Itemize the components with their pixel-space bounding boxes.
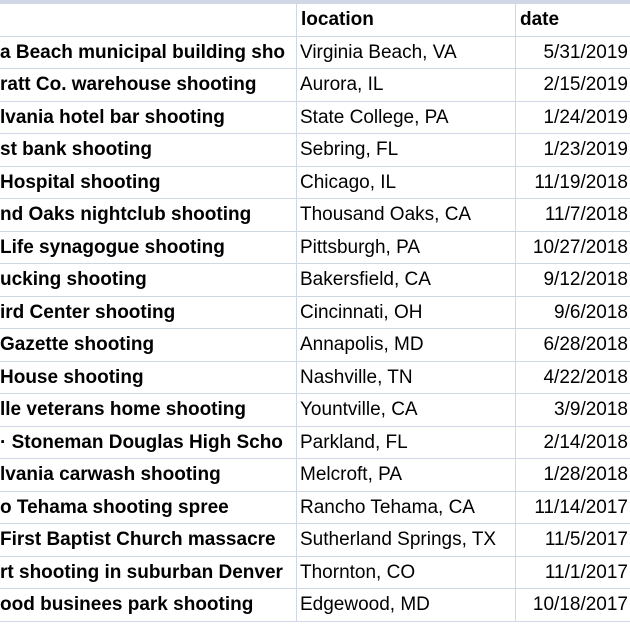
incident-name-value: First Baptist Church massacre [0, 529, 276, 550]
date-value: 2/15/2019 [543, 74, 628, 95]
date-cell[interactable] [516, 589, 630, 621]
date-cell[interactable] [516, 102, 630, 134]
location-value: Yountville, CA [300, 399, 418, 420]
incident-name-cell[interactable] [0, 167, 297, 199]
location-value: Parkland, FL [300, 431, 408, 453]
location-value: Sebring, FL [300, 139, 399, 160]
table-row [0, 69, 630, 102]
date-value: 1/23/2019 [543, 139, 628, 160]
incident-name-cell[interactable] [0, 199, 297, 231]
date-value: 2/14/2018 [543, 431, 628, 453]
incident-name-cell[interactable] [0, 69, 297, 101]
table-row [0, 329, 630, 362]
location-cell[interactable] [297, 199, 516, 231]
incident-name-cell[interactable] [0, 232, 297, 264]
location-value: Edgewood, MD [300, 594, 430, 615]
location-value: Chicago, IL [300, 171, 397, 193]
date-cell[interactable] [516, 394, 630, 426]
date-cell[interactable] [516, 524, 630, 556]
header-location-cell[interactable] [297, 4, 516, 36]
date-value: 9/6/2018 [554, 301, 628, 323]
date-cell[interactable] [516, 427, 630, 459]
table-row [0, 394, 630, 427]
incident-name-value: lle veterans home shooting [0, 399, 246, 420]
location-cell[interactable] [297, 329, 516, 361]
location-cell[interactable] [297, 427, 516, 459]
date-value: 11/14/2017 [534, 496, 628, 518]
location-value: Sutherland Springs, TX [300, 529, 497, 550]
table-row [0, 427, 630, 460]
location-cell[interactable] [297, 69, 516, 101]
table-row [0, 232, 630, 265]
incident-name-cell[interactable] [0, 394, 297, 426]
date-cell[interactable] [516, 199, 630, 231]
incident-name-cell[interactable] [0, 557, 297, 589]
location-cell[interactable] [297, 557, 516, 589]
table-row [0, 459, 630, 492]
location-value: Nashville, TN [300, 366, 413, 388]
location-cell[interactable] [297, 37, 516, 69]
incident-name-value: ood businees park shooting [0, 594, 254, 615]
date-cell[interactable] [516, 329, 630, 361]
date-value: 1/28/2018 [543, 464, 628, 485]
header-date-label: date [520, 9, 560, 30]
incident-name-value: · Stoneman Douglas High Scho [0, 431, 283, 453]
incident-name-value: ucking shooting [0, 269, 147, 290]
table-row [0, 589, 630, 622]
table-row [0, 37, 630, 70]
location-cell[interactable] [297, 459, 516, 491]
table-row [0, 134, 630, 167]
date-cell[interactable] [516, 264, 630, 296]
table-row [0, 362, 630, 395]
location-cell[interactable] [297, 102, 516, 134]
location-cell[interactable] [297, 394, 516, 426]
location-cell[interactable] [297, 297, 516, 329]
date-cell[interactable] [516, 69, 630, 101]
location-cell[interactable] [297, 362, 516, 394]
location-value: State College, PA [300, 106, 449, 128]
date-value: 3/9/2018 [554, 399, 628, 420]
location-cell[interactable] [297, 589, 516, 621]
incident-name-cell[interactable] [0, 524, 297, 556]
table-row [0, 199, 630, 232]
location-cell[interactable] [297, 232, 516, 264]
date-cell[interactable] [516, 492, 630, 524]
incident-name-cell[interactable] [0, 589, 297, 621]
incident-name-cell[interactable] [0, 459, 297, 491]
date-value: 5/31/2019 [543, 41, 628, 63]
date-value: 11/19/2018 [534, 171, 628, 193]
date-cell[interactable] [516, 557, 630, 589]
location-value: Melcroft, PA [300, 464, 403, 485]
date-value: 10/27/2018 [532, 236, 628, 258]
date-value: 10/18/2017 [532, 594, 628, 615]
incident-name-value: Life synagogue shooting [0, 236, 225, 258]
table-row [0, 524, 630, 557]
location-value: Pittsburgh, PA [300, 236, 421, 258]
incident-name-value: Hospital shooting [0, 171, 161, 193]
date-value: 11/7/2018 [544, 204, 628, 225]
incident-name-value: ird Center shooting [0, 301, 176, 323]
incident-name-cell[interactable] [0, 134, 297, 166]
table-row [0, 167, 630, 200]
location-cell[interactable] [297, 167, 516, 199]
incident-name-cell[interactable] [0, 264, 297, 296]
location-cell[interactable] [297, 134, 516, 166]
location-value: Virginia Beach, VA [300, 41, 457, 63]
incident-name-cell[interactable] [0, 37, 297, 69]
date-value: 4/22/2018 [543, 366, 628, 388]
date-cell[interactable] [516, 37, 630, 69]
date-cell[interactable] [516, 459, 630, 491]
incident-name-value: Gazette shooting [0, 334, 155, 355]
table-row [0, 264, 630, 297]
incident-name-cell[interactable] [0, 297, 297, 329]
incident-name-value: o Tehama shooting spree [0, 496, 229, 518]
incident-name-value: st bank shooting [0, 139, 152, 160]
location-value: Thousand Oaks, CA [300, 204, 472, 225]
date-value: 11/1/2017 [544, 561, 628, 583]
date-cell[interactable] [516, 232, 630, 264]
location-value: Thornton, CO [300, 561, 416, 583]
date-value: 6/28/2018 [543, 334, 628, 355]
table-row [0, 557, 630, 590]
incident-name-value: ratt Co. warehouse shooting [0, 74, 257, 95]
location-value: Annapolis, MD [300, 334, 424, 355]
incident-name-value: nd Oaks nightclub shooting [0, 204, 252, 225]
incident-name-cell[interactable] [0, 492, 297, 524]
date-cell[interactable] [516, 167, 630, 199]
location-value: Cincinnati, OH [300, 301, 423, 323]
date-cell[interactable] [516, 134, 630, 166]
incident-name-cell[interactable] [0, 329, 297, 361]
location-cell[interactable] [297, 492, 516, 524]
incident-name-value: rt shooting in suburban Denver [0, 561, 283, 583]
date-value: 1/24/2019 [543, 106, 628, 128]
incident-name-cell[interactable] [0, 102, 297, 134]
location-cell[interactable] [297, 524, 516, 556]
header-date-cell[interactable] [516, 4, 630, 36]
incident-name-cell[interactable] [0, 362, 297, 394]
incident-name-value: House shooting [0, 366, 144, 388]
date-value: 11/5/2017 [544, 529, 628, 550]
incident-name-value: a Beach municipal building sho [0, 41, 286, 63]
location-value: Bakersfield, CA [300, 269, 431, 290]
header-row [0, 4, 630, 37]
location-value: Aurora, IL [300, 74, 384, 95]
table-row [0, 102, 630, 135]
table-row [0, 492, 630, 525]
date-value: 9/12/2018 [543, 269, 628, 290]
incident-name-value: lvania carwash shooting [0, 464, 221, 485]
location-cell[interactable] [297, 264, 516, 296]
header-name-cell[interactable] [0, 4, 297, 36]
date-cell[interactable] [516, 362, 630, 394]
date-cell[interactable] [516, 297, 630, 329]
header-location-label: location [301, 9, 374, 30]
incident-name-value: lvania hotel bar shooting [0, 106, 225, 128]
table-row [0, 297, 630, 330]
location-value: Rancho Tehama, CA [300, 496, 475, 518]
incident-name-cell[interactable] [0, 427, 297, 459]
